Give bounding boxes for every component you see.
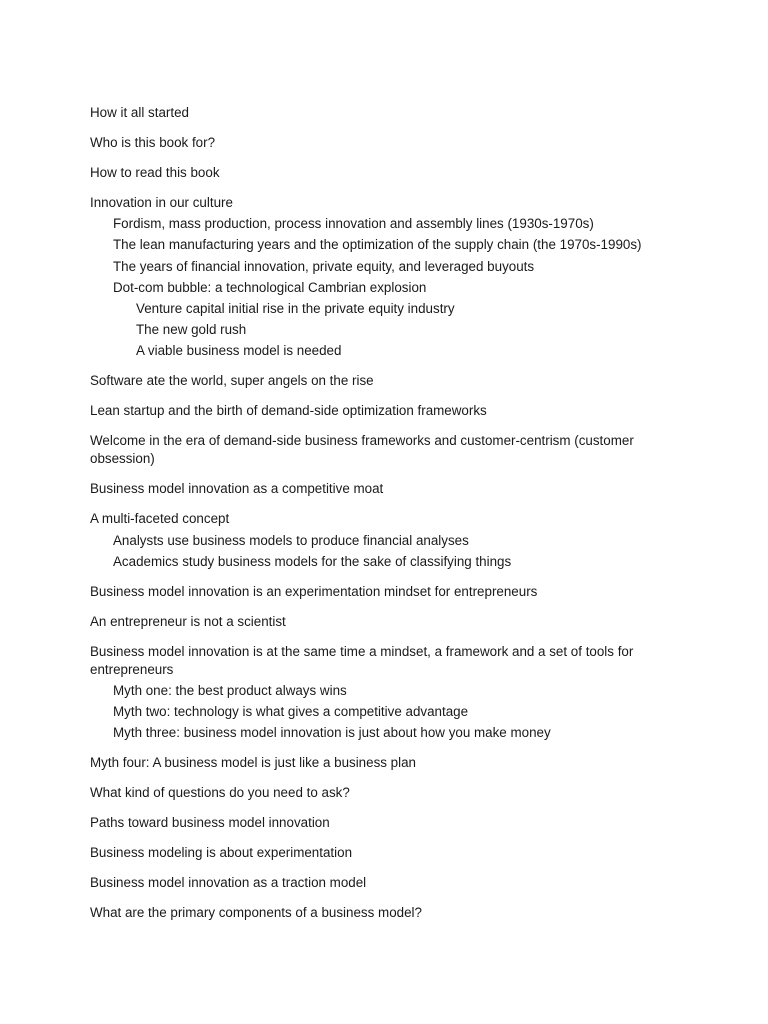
toc-entry[interactable]: Software ate the world, super angels on the rise (90, 373, 374, 389)
toc-entry[interactable]: Business model innovation as a competitive moat (90, 481, 384, 497)
toc-entry[interactable]: Business modeling is about experimentation (90, 845, 353, 861)
toc-subentry[interactable]: Myth three: business model innovation is just about how you make money (113, 725, 551, 741)
toc-entry[interactable]: How it all started (90, 105, 189, 120)
toc-subentry[interactable]: Dot-com bubble: a technological Cambrian explosion (113, 279, 427, 295)
toc-entry[interactable]: Myth four: A business model is just like a business plan (90, 755, 417, 771)
toc-entry[interactable]: Who is this book for? (90, 135, 216, 150)
toc-entry[interactable]: Paths toward business model innovation (90, 815, 330, 831)
toc-subsubentry[interactable]: Venture capital initial rise in the private equity industry (136, 300, 455, 316)
toc-entry[interactable]: What kind of questions do you need to ask? (90, 785, 350, 801)
toc-entry[interactable]: A multi-faceted concept (90, 511, 230, 527)
toc-subentry[interactable]: Academics study business models for the sake of classifying things (113, 553, 512, 569)
toc-subentry[interactable]: Myth two: technology is what gives a competitive advantage (113, 704, 469, 720)
toc-subsubentry[interactable]: The new gold rush (136, 322, 247, 338)
toc-subentry[interactable]: Analysts use business models to produce financial analyses (113, 532, 469, 548)
toc-subentry[interactable]: The lean manufacturing years and the optimization of the supply chain (the 1970s-1990s) (113, 237, 642, 253)
table-of-contents (90, 104, 680, 922)
toc-subentry[interactable]: Myth one: the best product always wins (113, 682, 347, 698)
toc-subsubentry[interactable]: A viable business model is needed (136, 343, 342, 359)
toc-entry[interactable]: Innovation in our culture (90, 195, 233, 210)
toc-entry[interactable]: Welcome in the era of demand-side business frameworks and customer-centrism (customer obsession) (90, 433, 634, 467)
toc-entry[interactable]: An entrepreneur is not a scientist (90, 613, 286, 629)
toc-entry[interactable]: Business model innovation is an experimentation mindset for entrepreneurs (90, 583, 538, 599)
toc-subentry[interactable]: The years of financial innovation, private equity, and leveraged buyouts (113, 258, 535, 274)
toc-entry[interactable]: Business model innovation as a traction model (90, 875, 367, 891)
toc-entry[interactable]: How to read this book (90, 165, 220, 180)
toc-entry[interactable]: Lean startup and the birth of demand-side optimization frameworks (90, 403, 487, 419)
toc-entry[interactable]: What are the primary components of a business model? (90, 905, 422, 921)
toc-entry[interactable]: Business model innovation is at the same time a mindset, a framework and a set of tools for entrepreneurs (90, 643, 634, 677)
toc-subentry[interactable]: Fordism, mass production, process innovation and assembly lines (1930s-1970s) (113, 216, 594, 232)
